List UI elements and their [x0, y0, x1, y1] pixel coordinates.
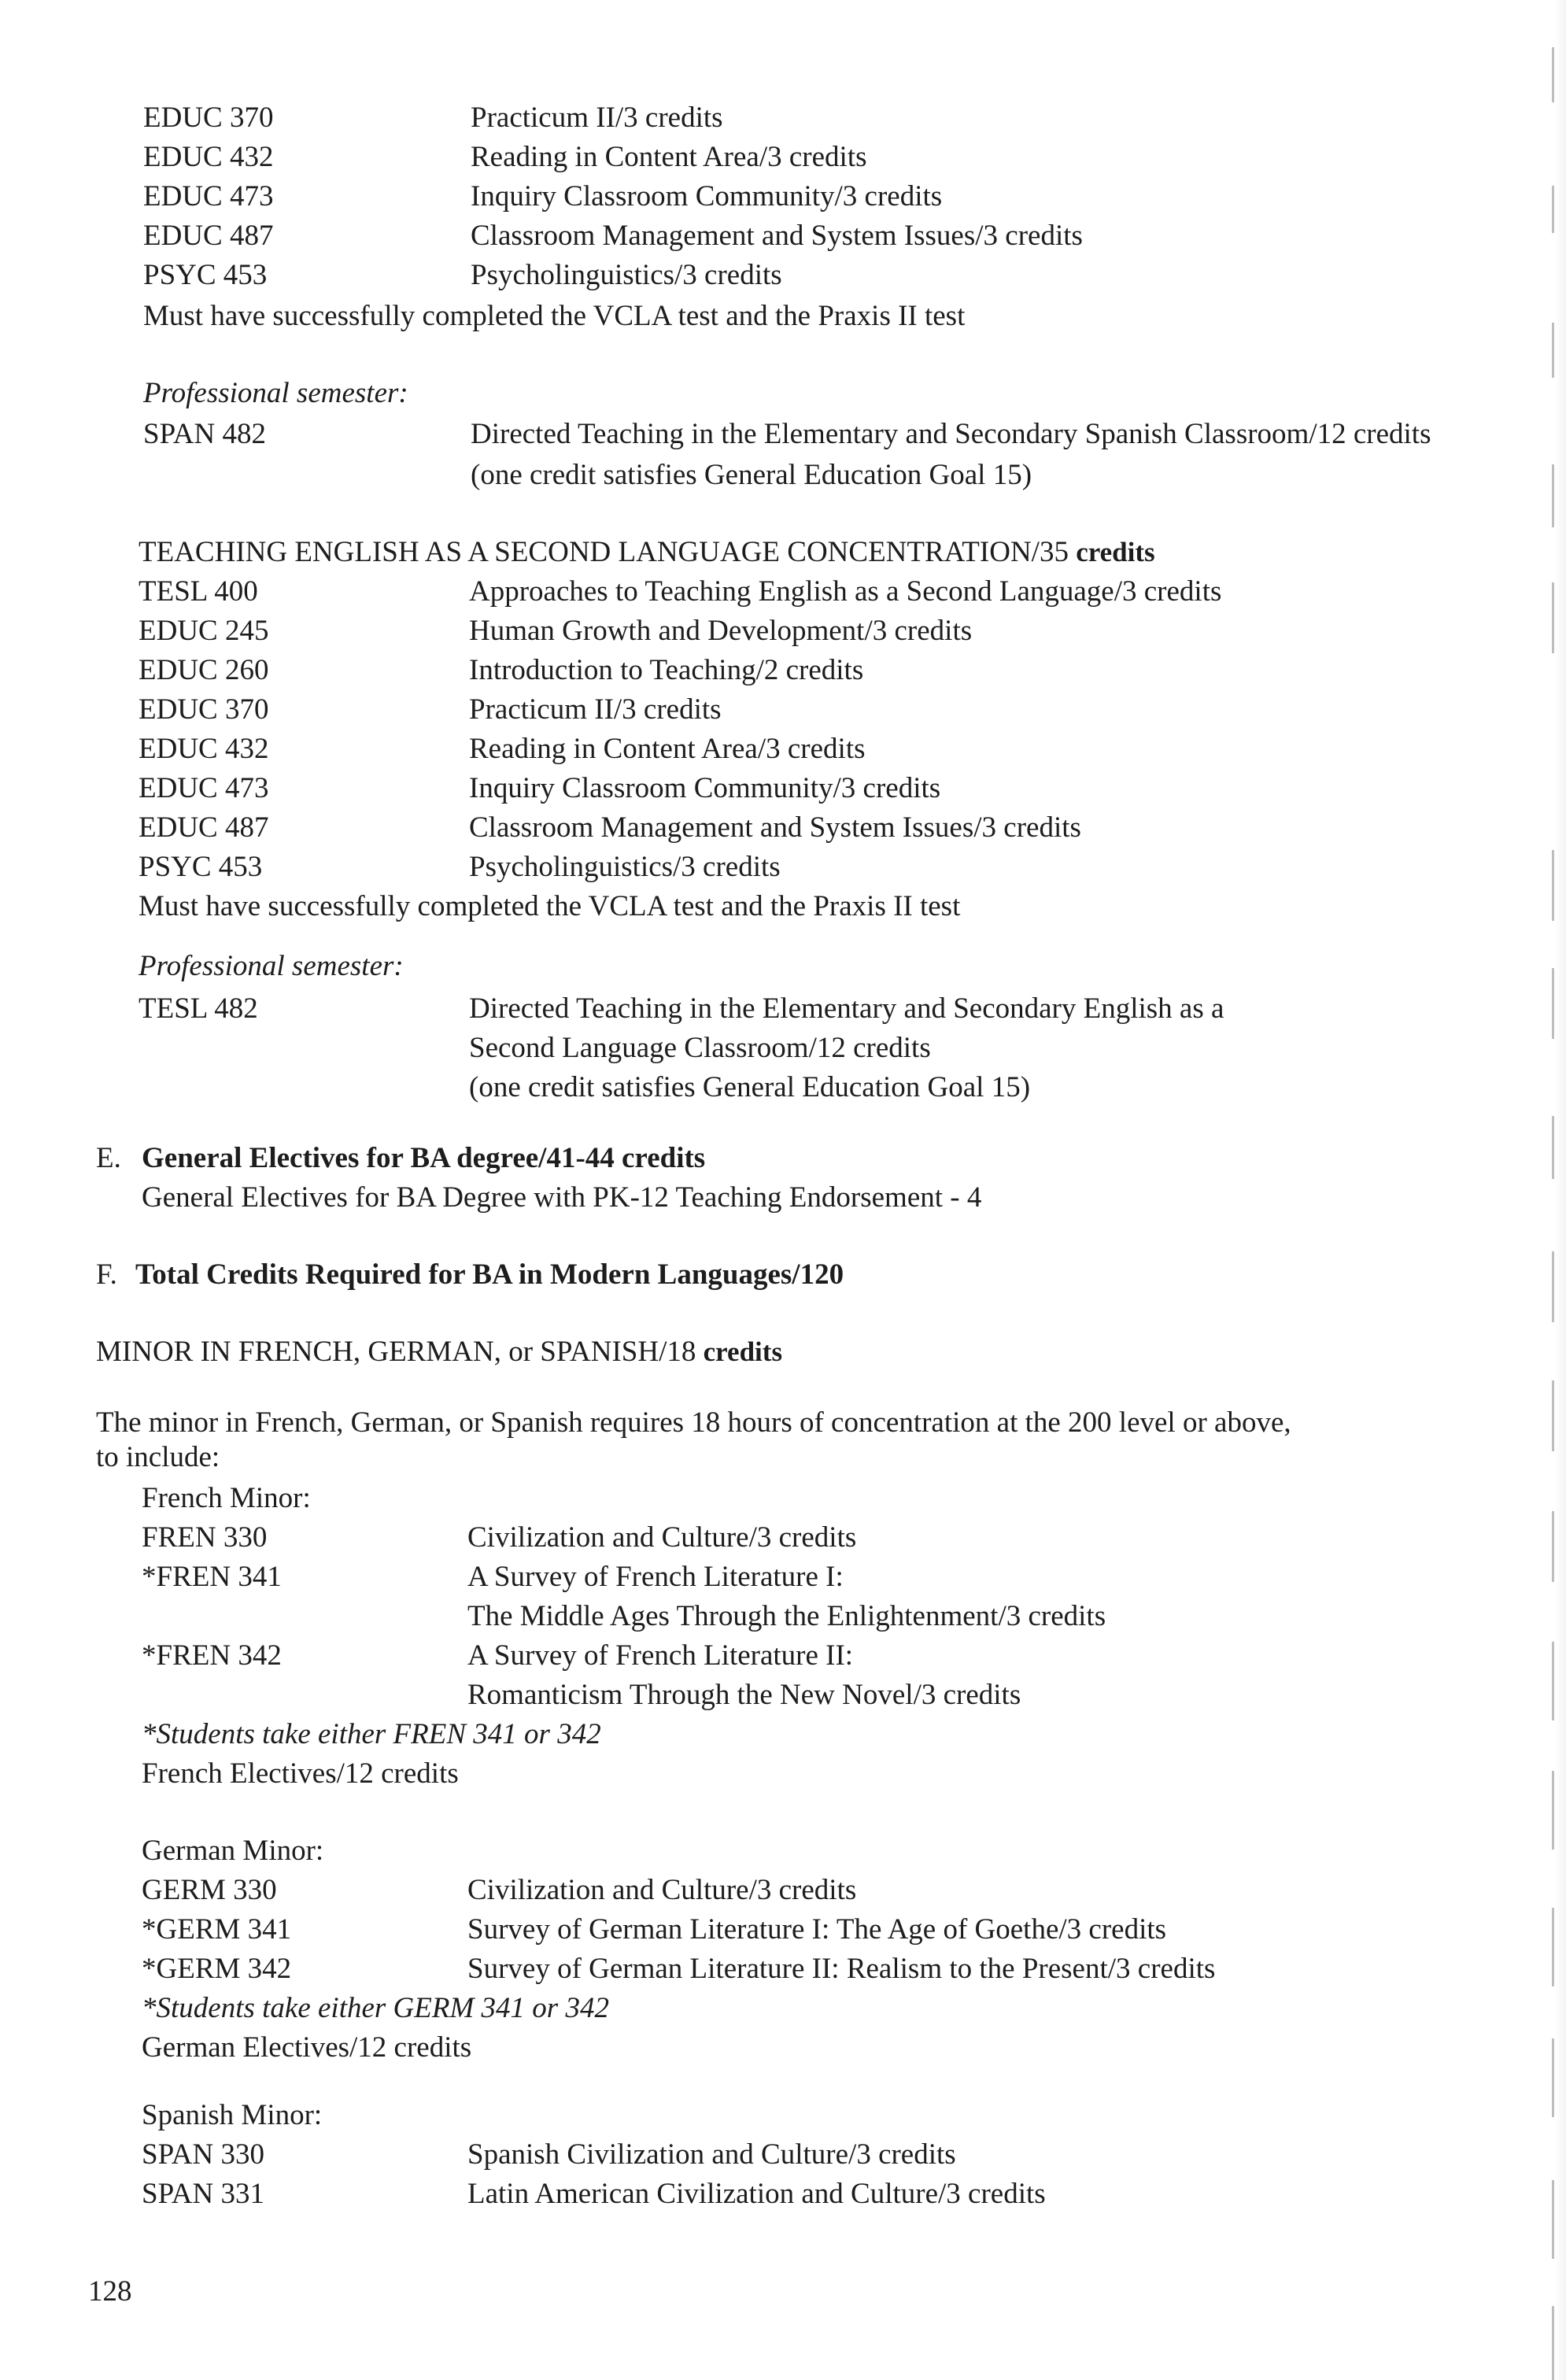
course-title: Psycholinguistics/3 credits	[469, 851, 781, 883]
course-code: *GERM 342	[142, 1953, 292, 1985]
course-title: Human Growth and Development/3 credits	[469, 615, 973, 647]
course-code: SPAN 482	[143, 418, 266, 450]
section-f-letter: F.	[96, 1258, 117, 1291]
section-f-title: Total Credits Required for BA in Modern Languages/120	[135, 1258, 844, 1291]
course-title: Reading in Content Area/3 credits	[469, 733, 866, 765]
course-title: Directed Teaching in the Elementary and Secondary Spanish Classroom/12 credits	[471, 418, 1431, 450]
course-code: EDUC 487	[143, 220, 274, 252]
german-minor-label: German Minor:	[142, 1835, 324, 1867]
course-code: FREN 330	[142, 1521, 268, 1554]
page-number: 128	[88, 2275, 132, 2308]
course-code: SPAN 330	[142, 2138, 264, 2171]
course-code: *GERM 341	[142, 1913, 292, 1946]
course-title-continued: (one credit satisfies General Education Goal 15)	[469, 1071, 1031, 1103]
tesl-heading-credits: credits	[1076, 537, 1155, 567]
course-code: PSYC 453	[143, 259, 268, 291]
french-minor-label: French Minor:	[142, 1482, 311, 1514]
minor-intro: The minor in French, German, or Spanish requires 18 hours of concentration at the 200 level or above,	[96, 1406, 1291, 1439]
course-title: Survey of German Literature I: The Age of Goethe/3 credits	[467, 1913, 1167, 1946]
section-e-title: General Electives for BA degree/41-44 credits	[142, 1142, 706, 1174]
french-footnote: *Students take either FREN 341 or 342	[142, 1718, 601, 1750]
tesl-heading: TEACHING ENGLISH AS A SECOND LANGUAGE CONCENTRATION/35	[139, 536, 1069, 568]
course-title: Classroom Management and System Issues/3 credits	[469, 811, 1081, 844]
scan-edge-shadow	[1555, 0, 1566, 2380]
course-code: PSYC 453	[139, 851, 263, 883]
course-title: Practicum II/3 credits	[469, 693, 722, 726]
course-title: Reading in Content Area/3 credits	[471, 141, 867, 173]
course-code: EDUC 370	[139, 693, 269, 726]
requirement-note: Must have successfully completed the VCLA test and the Praxis II test	[139, 890, 961, 922]
course-title: Classroom Management and System Issues/3 credits	[471, 220, 1083, 252]
course-code: EDUC 432	[139, 733, 269, 765]
minor-heading-credits: credits	[703, 1336, 783, 1367]
course-title: Spanish Civilization and Culture/3 credits	[467, 2138, 956, 2171]
course-code: EDUC 370	[143, 102, 274, 134]
german-footnote: *Students take either GERM 341 or 342	[142, 1992, 609, 2024]
course-title: Introduction to Teaching/2 credits	[469, 654, 864, 686]
course-code: EDUC 487	[139, 811, 269, 844]
professional-semester-label: Professional semester:	[139, 950, 404, 982]
german-electives: German Electives/12 credits	[142, 2031, 472, 2064]
course-title: Civilization and Culture/3 credits	[467, 1874, 857, 1906]
section-e-subline: General Electives for BA Degree with PK-12 Teaching Endorsement - 4	[142, 1181, 982, 1214]
professional-semester-label: Professional semester:	[143, 377, 408, 409]
course-title-continued: Second Language Classroom/12 credits	[469, 1032, 931, 1064]
course-code: SPAN 331	[142, 2178, 264, 2210]
course-title: A Survey of French Literature I:	[467, 1561, 844, 1593]
course-code: *FREN 341	[142, 1561, 282, 1593]
course-title: Inquiry Classroom Community/3 credits	[471, 180, 943, 213]
course-code: EDUC 260	[139, 654, 269, 686]
course-title-continued: The Middle Ages Through the Enlightenment/3 credits	[467, 1600, 1106, 1632]
minor-heading: MINOR IN FRENCH, GERMAN, or SPANISH/18	[96, 1336, 696, 1368]
course-code: TESL 400	[139, 575, 258, 608]
section-e-letter: E.	[96, 1142, 121, 1174]
course-title-continued: Romanticism Through the New Novel/3 credits	[467, 1679, 1021, 1711]
course-code: EDUC 245	[139, 615, 269, 647]
course-code: EDUC 473	[143, 180, 274, 213]
course-title: Psycholinguistics/3 credits	[471, 259, 782, 291]
course-code: *FREN 342	[142, 1639, 282, 1672]
course-title: Approaches to Teaching English as a Second Language/3 credits	[469, 575, 1222, 608]
course-title: Latin American Civilization and Culture/3 credits	[467, 2178, 1046, 2210]
course-code: EDUC 473	[139, 772, 269, 804]
requirement-note: Must have successfully completed the VCLA test and the Praxis II test	[143, 300, 966, 332]
minor-intro-continued: to include:	[96, 1441, 220, 1473]
course-title: Inquiry Classroom Community/3 credits	[469, 772, 941, 804]
course-code: GERM 330	[142, 1874, 277, 1906]
course-code: TESL 482	[139, 992, 258, 1025]
course-code: EDUC 432	[143, 141, 274, 173]
course-title-continued: (one credit satisfies General Education Goal 15)	[471, 459, 1032, 491]
course-title: A Survey of French Literature II:	[467, 1639, 854, 1672]
spanish-minor-label: Spanish Minor:	[142, 2099, 323, 2131]
french-electives: French Electives/12 credits	[142, 1757, 459, 1790]
course-title: Directed Teaching in the Elementary and Secondary English as a	[469, 992, 1224, 1025]
section-heading	[139, 535, 1155, 570]
course-title: Practicum II/3 credits	[471, 102, 723, 134]
section-heading	[96, 1335, 782, 1369]
course-title: Civilization and Culture/3 credits	[467, 1521, 857, 1554]
course-title: Survey of German Literature II: Realism to the Present/3 credits	[467, 1953, 1216, 1985]
